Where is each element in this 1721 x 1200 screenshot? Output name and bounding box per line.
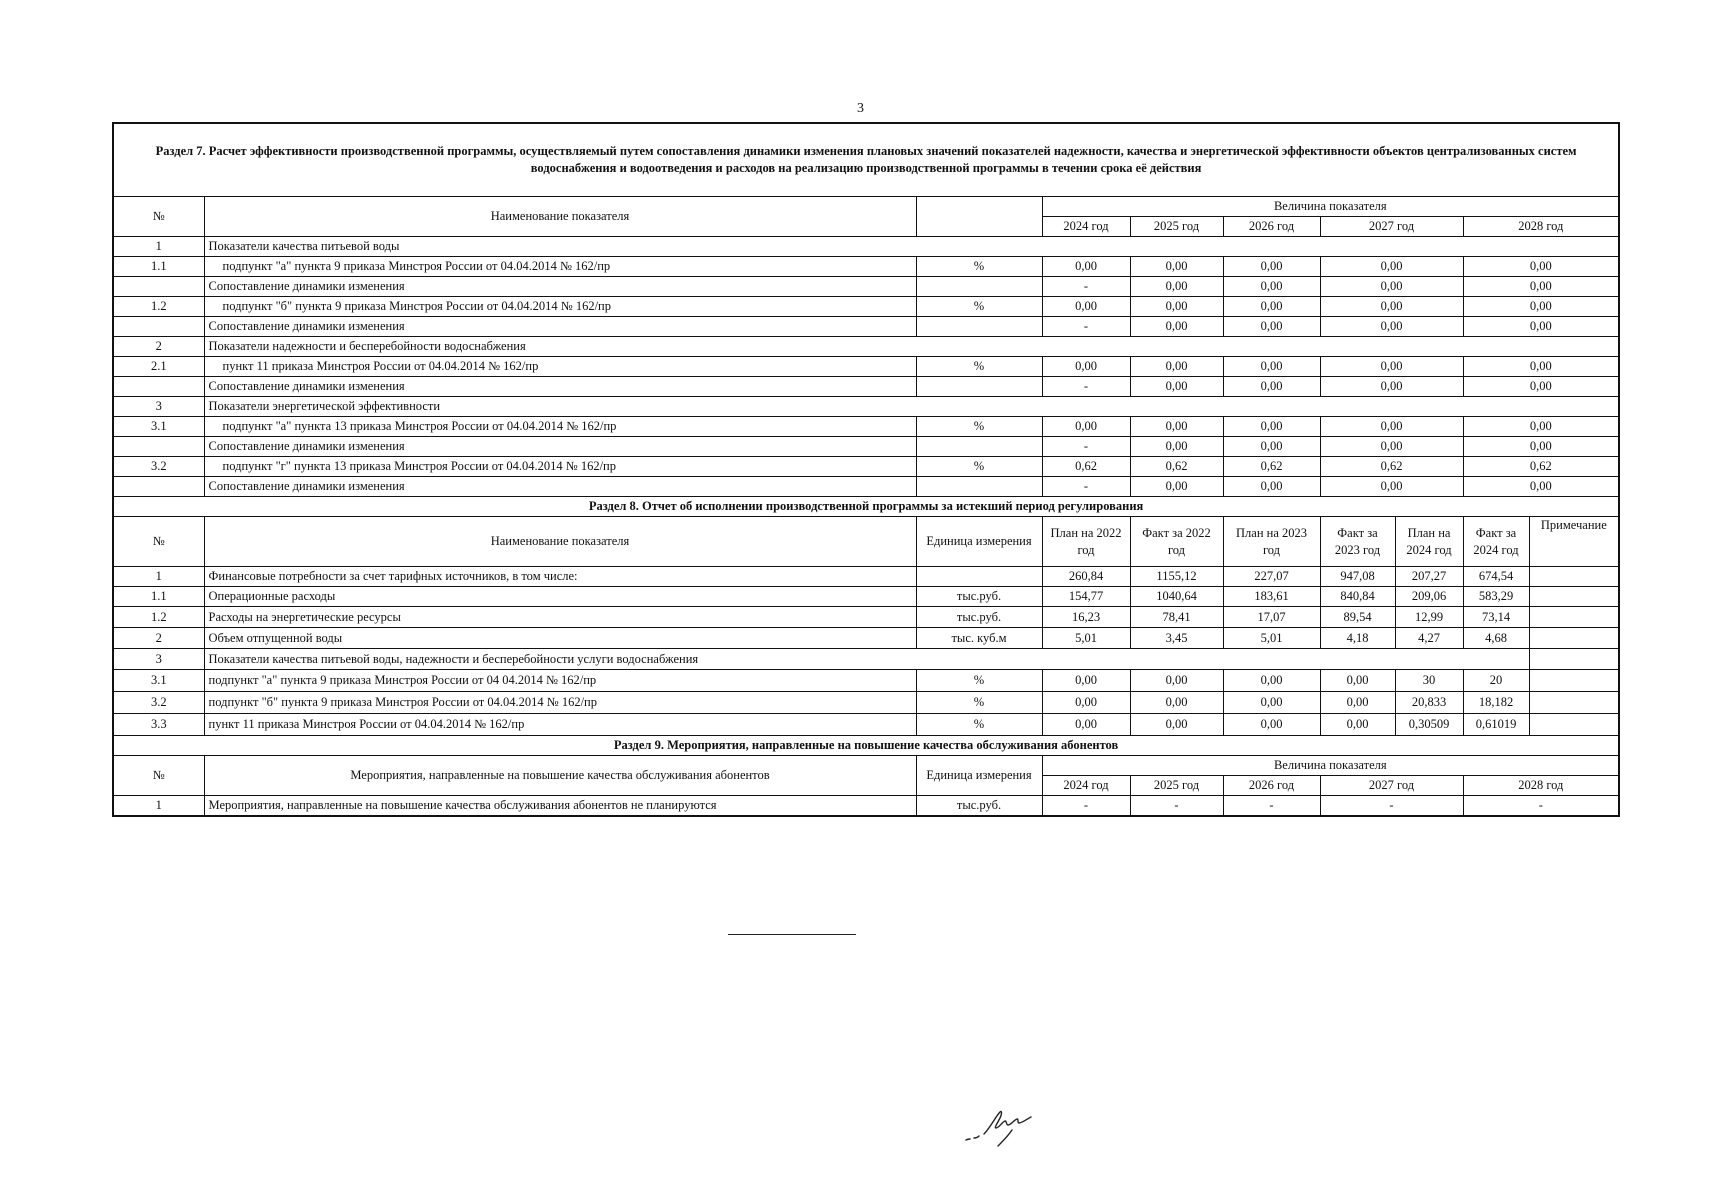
row-name: Объем отпущенной воды bbox=[204, 628, 916, 649]
row-value: 0,00 bbox=[1463, 297, 1619, 317]
row-name: Сопоставление динамики изменения bbox=[204, 437, 916, 457]
row-unit: % bbox=[916, 257, 1042, 277]
row-note bbox=[1529, 714, 1619, 736]
section7-header-row bbox=[113, 197, 1619, 217]
section7-row bbox=[113, 437, 1619, 457]
row-value: 5,01 bbox=[1042, 628, 1130, 649]
row-value: 0,00 bbox=[1320, 257, 1463, 277]
row-value: 0,00 bbox=[1223, 277, 1320, 297]
row-group-name: Показатели энергетической эффективности bbox=[204, 397, 1619, 417]
row-value: 0,00 bbox=[1130, 317, 1223, 337]
row-value: 0,00 bbox=[1223, 714, 1320, 736]
row-value: 0,00 bbox=[1042, 714, 1130, 736]
row-name: Операционные расходы bbox=[204, 587, 916, 607]
row-value: 4,18 bbox=[1320, 628, 1395, 649]
row-value: 0,00 bbox=[1042, 670, 1130, 692]
row-value: 0,62 bbox=[1223, 457, 1320, 477]
row-value: 12,99 bbox=[1395, 607, 1463, 628]
row-unit: % bbox=[916, 457, 1042, 477]
row-value: 0,62 bbox=[1463, 457, 1619, 477]
row-unit: % bbox=[916, 714, 1042, 736]
row-name: пункт 11 приказа Минстроя России от 04.04.2014 № 162/пр bbox=[204, 714, 916, 736]
row-number: 3.1 bbox=[113, 670, 204, 692]
section7-title-row bbox=[113, 123, 1619, 197]
header-year: 2027 год bbox=[1320, 776, 1463, 796]
row-group-name: Показатели надежности и бесперебойности водоснабжения bbox=[204, 337, 1619, 357]
section9-title-row bbox=[113, 736, 1619, 756]
row-name: Сопоставление динамики изменения bbox=[204, 277, 916, 297]
header-name: Наименование показателя bbox=[204, 517, 916, 567]
row-value: 1155,12 bbox=[1130, 567, 1223, 587]
header-no: № bbox=[113, 197, 204, 237]
row-value: 0,00 bbox=[1320, 670, 1395, 692]
row-value: 0,00 bbox=[1130, 437, 1223, 457]
row-unit bbox=[916, 477, 1042, 497]
header-no: № bbox=[113, 517, 204, 567]
row-number: 2 bbox=[113, 628, 204, 649]
row-value: 0,00 bbox=[1223, 692, 1320, 714]
header-year: 2028 год bbox=[1463, 776, 1619, 796]
row-value: 0,00 bbox=[1042, 417, 1130, 437]
row-name: подпункт "г" пункта 13 приказа Минстроя России от 04.04.2014 № 162/пр bbox=[204, 457, 916, 477]
row-value: 0,00 bbox=[1042, 357, 1130, 377]
section9-row bbox=[113, 796, 1619, 817]
row-value: 0,00 bbox=[1463, 277, 1619, 297]
row-unit bbox=[916, 317, 1042, 337]
row-value: 0,00 bbox=[1463, 477, 1619, 497]
row-group-name: Показатели качества питьевой воды, надежности и бесперебойности услуги водоснабжения bbox=[204, 649, 1529, 670]
row-unit: тыс.руб. bbox=[916, 607, 1042, 628]
row-value: 5,01 bbox=[1223, 628, 1320, 649]
row-value: - bbox=[1463, 796, 1619, 817]
row-value: 260,84 bbox=[1042, 567, 1130, 587]
row-name: Сопоставление динамики изменения bbox=[204, 477, 916, 497]
row-value: 4,27 bbox=[1395, 628, 1463, 649]
row-unit: % bbox=[916, 357, 1042, 377]
header-name: Наименование показателя bbox=[204, 197, 916, 237]
section8-row bbox=[113, 649, 1619, 670]
section7-row bbox=[113, 257, 1619, 277]
row-unit bbox=[916, 277, 1042, 297]
document-sheet bbox=[112, 122, 1618, 817]
row-value: 0,00 bbox=[1463, 437, 1619, 457]
row-name: Расходы на энергетические ресурсы bbox=[204, 607, 916, 628]
header-unit-empty bbox=[916, 197, 1042, 237]
row-number: 3.2 bbox=[113, 692, 204, 714]
row-number: 2 bbox=[113, 337, 204, 357]
row-value: 0,00 bbox=[1223, 377, 1320, 397]
row-number bbox=[113, 277, 204, 297]
row-value: 0,00 bbox=[1130, 477, 1223, 497]
section7-row bbox=[113, 317, 1619, 337]
header-value: Величина показателя bbox=[1042, 197, 1619, 217]
row-unit: тыс.руб. bbox=[916, 587, 1042, 607]
row-group-name: Показатели качества питьевой воды bbox=[204, 237, 1619, 257]
row-value: 209,06 bbox=[1395, 587, 1463, 607]
row-name: Мероприятия, направленные на повышение качества обслуживания абонентов не планируются bbox=[204, 796, 916, 817]
row-value: - bbox=[1223, 796, 1320, 817]
row-value: 154,77 bbox=[1042, 587, 1130, 607]
row-number: 3.1 bbox=[113, 417, 204, 437]
row-value: - bbox=[1042, 477, 1130, 497]
row-number: 3 bbox=[113, 397, 204, 417]
row-note bbox=[1529, 567, 1619, 587]
row-value: 0,00 bbox=[1223, 257, 1320, 277]
row-value: 0,00 bbox=[1320, 714, 1395, 736]
header-year: 2028 год bbox=[1463, 217, 1619, 237]
header-period: План на 2022 год bbox=[1042, 517, 1130, 567]
row-value: 0,00 bbox=[1320, 417, 1463, 437]
row-value: 3,45 bbox=[1130, 628, 1223, 649]
row-value: 0,00 bbox=[1130, 692, 1223, 714]
header-period: План на 2024 год bbox=[1395, 517, 1463, 567]
row-note bbox=[1529, 692, 1619, 714]
row-value: 0,00 bbox=[1320, 437, 1463, 457]
section7-row bbox=[113, 477, 1619, 497]
row-value: 0,00 bbox=[1130, 357, 1223, 377]
row-value: 73,14 bbox=[1463, 607, 1529, 628]
section9-title: Раздел 9. Мероприятия, направленные на повышение качества обслуживания абонентов bbox=[113, 736, 1619, 756]
header-year: 2025 год bbox=[1130, 776, 1223, 796]
header-year: 2026 год bbox=[1223, 776, 1320, 796]
section7-row bbox=[113, 337, 1619, 357]
row-value: 0,00 bbox=[1320, 357, 1463, 377]
section7-row bbox=[113, 357, 1619, 377]
row-value: 183,61 bbox=[1223, 587, 1320, 607]
row-value: - bbox=[1320, 796, 1463, 817]
row-name: Финансовые потребности за счет тарифных источников, в том числе: bbox=[204, 567, 916, 587]
row-number: 3.3 bbox=[113, 714, 204, 736]
row-note bbox=[1529, 670, 1619, 692]
row-number: 1.1 bbox=[113, 587, 204, 607]
row-number bbox=[113, 437, 204, 457]
section7-row bbox=[113, 457, 1619, 477]
report-table bbox=[112, 122, 1620, 817]
row-unit: тыс. куб.м bbox=[916, 628, 1042, 649]
section8-row bbox=[113, 692, 1619, 714]
row-value: 0,00 bbox=[1130, 377, 1223, 397]
row-unit bbox=[916, 377, 1042, 397]
row-number bbox=[113, 317, 204, 337]
section9-header-row bbox=[113, 756, 1619, 776]
row-unit: % bbox=[916, 692, 1042, 714]
section8-row bbox=[113, 714, 1619, 736]
row-number: 3 bbox=[113, 649, 204, 670]
row-value: 16,23 bbox=[1042, 607, 1130, 628]
row-number: 1.2 bbox=[113, 297, 204, 317]
row-unit bbox=[916, 567, 1042, 587]
header-name: Мероприятия, направленные на повышение качества обслуживания абонентов bbox=[204, 756, 916, 796]
row-value: 0,00 bbox=[1223, 437, 1320, 457]
header-note: Примечание bbox=[1529, 517, 1619, 567]
section8-row bbox=[113, 670, 1619, 692]
section7-row bbox=[113, 377, 1619, 397]
row-value: - bbox=[1042, 796, 1130, 817]
row-value: 840,84 bbox=[1320, 587, 1395, 607]
header-year: 2025 год bbox=[1130, 217, 1223, 237]
row-unit: % bbox=[916, 417, 1042, 437]
header-period: Факт за 2022 год bbox=[1130, 517, 1223, 567]
row-value: 0,00 bbox=[1042, 692, 1130, 714]
row-value: - bbox=[1130, 796, 1223, 817]
row-value: 17,07 bbox=[1223, 607, 1320, 628]
row-value: 583,29 bbox=[1463, 587, 1529, 607]
row-note bbox=[1529, 607, 1619, 628]
separator-line bbox=[728, 934, 856, 935]
row-unit: % bbox=[916, 297, 1042, 317]
row-value: 0,00 bbox=[1463, 317, 1619, 337]
section7-row bbox=[113, 277, 1619, 297]
row-value: 4,68 bbox=[1463, 628, 1529, 649]
row-note bbox=[1529, 649, 1619, 670]
section8-header-row bbox=[113, 517, 1619, 567]
header-no: № bbox=[113, 756, 204, 796]
row-note bbox=[1529, 587, 1619, 607]
row-value: 20,833 bbox=[1395, 692, 1463, 714]
header-period: План на 2023 год bbox=[1223, 517, 1320, 567]
signature-icon bbox=[960, 1100, 1050, 1150]
row-unit: тыс.руб. bbox=[916, 796, 1042, 817]
row-value: - bbox=[1042, 437, 1130, 457]
row-value: 18,182 bbox=[1463, 692, 1529, 714]
row-value: 0,00 bbox=[1042, 257, 1130, 277]
row-value: 0,00 bbox=[1130, 670, 1223, 692]
row-number: 2.1 bbox=[113, 357, 204, 377]
section7-row bbox=[113, 237, 1619, 257]
row-number: 3.2 bbox=[113, 457, 204, 477]
header-unit: Единица измерения bbox=[916, 756, 1042, 796]
row-name: пункт 11 приказа Минстроя России от 04.04.2014 № 162/пр bbox=[204, 357, 916, 377]
row-number: 1.1 bbox=[113, 257, 204, 277]
row-value: 30 bbox=[1395, 670, 1463, 692]
row-value: 0,00 bbox=[1463, 357, 1619, 377]
header-year: 2024 год bbox=[1042, 217, 1130, 237]
section8-title-row bbox=[113, 497, 1619, 517]
page-number: 3 bbox=[857, 101, 864, 116]
row-value: 947,08 bbox=[1320, 567, 1395, 587]
row-number: 1 bbox=[113, 567, 204, 587]
header-year: 2026 год bbox=[1223, 217, 1320, 237]
row-value: 674,54 bbox=[1463, 567, 1529, 587]
row-name: подпункт "б" пункта 9 приказа Минстроя России от 04.04.2014 № 162/пр bbox=[204, 692, 916, 714]
row-value: 0,61019 bbox=[1463, 714, 1529, 736]
section8-title: Раздел 8. Отчет об исполнении производственной программы за истекший период регулирования bbox=[113, 497, 1619, 517]
row-unit: % bbox=[916, 670, 1042, 692]
row-value: 0,00 bbox=[1320, 317, 1463, 337]
row-value: 0,62 bbox=[1130, 457, 1223, 477]
section7-title: Раздел 7. Расчет эффективности производственной программы, осуществляемый путем сопоставления динамики изменения плановых значений показателей надежности, качества и энергетической эффективности объектов централизованных систем водоснабжения и водоотведения и расходов на реализацию производственной программы в течении срока её действия bbox=[113, 123, 1619, 197]
header-period: Факт за 2024 год bbox=[1463, 517, 1529, 567]
row-name: подпункт "а" пункта 9 приказа Минстроя России от 04 04.2014 № 162/пр bbox=[204, 670, 916, 692]
row-name: подпункт "а" пункта 13 приказа Минстроя России от 04.04.2014 № 162/пр bbox=[204, 417, 916, 437]
row-name: подпункт "б" пункта 9 приказа Минстроя России от 04.04.2014 № 162/пр bbox=[204, 297, 916, 317]
row-number: 1 bbox=[113, 796, 204, 817]
row-value: - bbox=[1042, 277, 1130, 297]
row-value: 1040,64 bbox=[1130, 587, 1223, 607]
header-year: 2024 год bbox=[1042, 776, 1130, 796]
row-value: 0,00 bbox=[1320, 692, 1395, 714]
section7-row bbox=[113, 417, 1619, 437]
row-value: 0,00 bbox=[1130, 277, 1223, 297]
row-value: 0,00 bbox=[1463, 377, 1619, 397]
row-value: 0,00 bbox=[1223, 670, 1320, 692]
row-value: 0,00 bbox=[1223, 417, 1320, 437]
row-value: - bbox=[1042, 317, 1130, 337]
row-value: 0,00 bbox=[1223, 357, 1320, 377]
header-unit: Единица измерения bbox=[916, 517, 1042, 567]
row-value: 0,00 bbox=[1130, 714, 1223, 736]
row-value: 0,00 bbox=[1223, 477, 1320, 497]
row-value: 0,00 bbox=[1320, 377, 1463, 397]
section8-row bbox=[113, 607, 1619, 628]
section7-row bbox=[113, 397, 1619, 417]
row-name: подпункт "а" пункта 9 приказа Минстроя России от 04.04.2014 № 162/пр bbox=[204, 257, 916, 277]
row-unit bbox=[916, 437, 1042, 457]
row-value: 0,00 bbox=[1320, 277, 1463, 297]
row-value: 20 bbox=[1463, 670, 1529, 692]
row-value: 0,00 bbox=[1320, 297, 1463, 317]
row-value: - bbox=[1042, 377, 1130, 397]
header-year: 2027 год bbox=[1320, 217, 1463, 237]
row-number: 1 bbox=[113, 237, 204, 257]
row-value: 89,54 bbox=[1320, 607, 1395, 628]
section7-row bbox=[113, 297, 1619, 317]
section8-row bbox=[113, 628, 1619, 649]
row-value: 0,62 bbox=[1320, 457, 1463, 477]
row-value: 0,62 bbox=[1042, 457, 1130, 477]
row-name: Сопоставление динамики изменения bbox=[204, 317, 916, 337]
row-value: 0,00 bbox=[1320, 477, 1463, 497]
section8-row bbox=[113, 587, 1619, 607]
row-name: Сопоставление динамики изменения bbox=[204, 377, 916, 397]
row-note bbox=[1529, 628, 1619, 649]
row-number bbox=[113, 377, 204, 397]
row-value: 207,27 bbox=[1395, 567, 1463, 587]
row-number bbox=[113, 477, 204, 497]
section8-row bbox=[113, 567, 1619, 587]
row-value: 0,00 bbox=[1130, 417, 1223, 437]
row-value: 0,00 bbox=[1223, 317, 1320, 337]
row-value: 0,00 bbox=[1130, 257, 1223, 277]
row-value: 227,07 bbox=[1223, 567, 1320, 587]
row-value: 0,00 bbox=[1223, 297, 1320, 317]
row-value: 0,00 bbox=[1042, 297, 1130, 317]
row-value: 78,41 bbox=[1130, 607, 1223, 628]
row-value: 0,00 bbox=[1463, 257, 1619, 277]
row-value: 0,30509 bbox=[1395, 714, 1463, 736]
row-value: 0,00 bbox=[1130, 297, 1223, 317]
header-value: Величина показателя bbox=[1042, 756, 1619, 776]
row-number: 1.2 bbox=[113, 607, 204, 628]
row-value: 0,00 bbox=[1463, 417, 1619, 437]
header-period: Факт за 2023 год bbox=[1320, 517, 1395, 567]
